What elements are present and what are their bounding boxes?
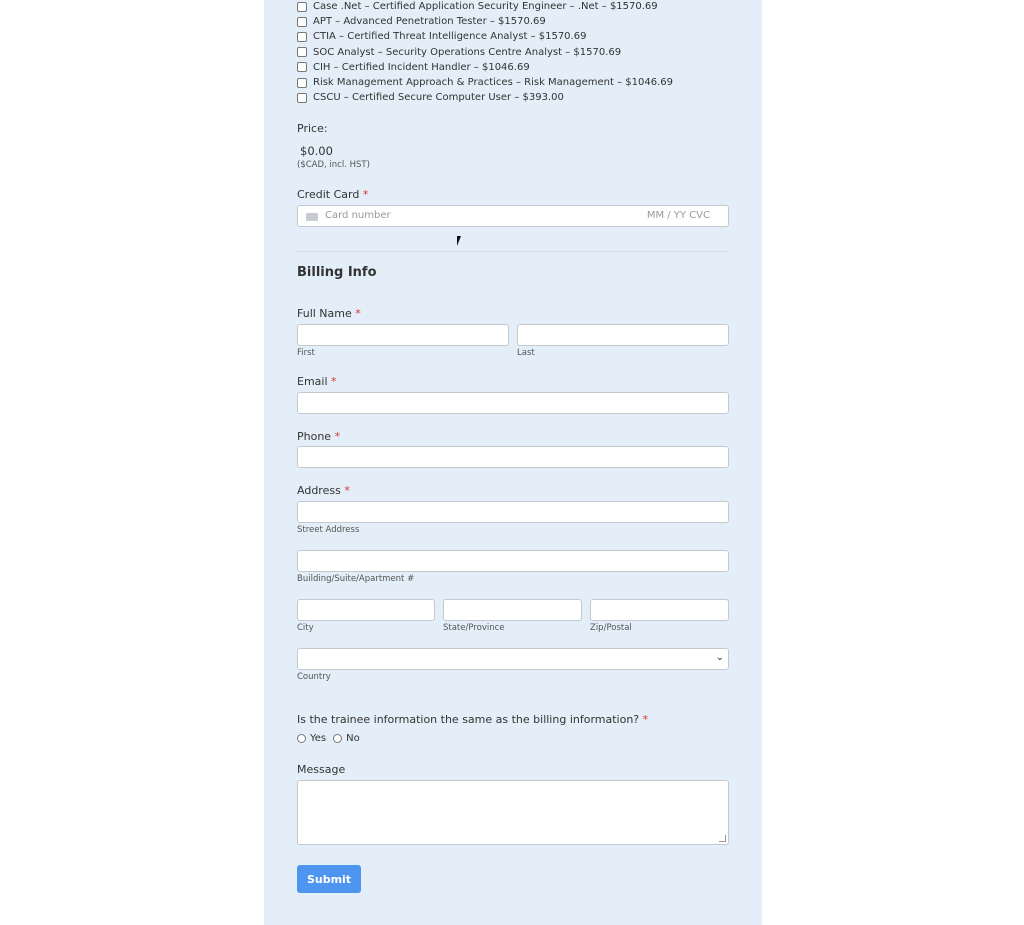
card-expiry-cvc-placeholder: MM / YY CVC: [646, 210, 710, 221]
building-input[interactable]: [297, 550, 729, 572]
street-address-input[interactable]: [297, 501, 729, 523]
first-name-input[interactable]: [297, 324, 509, 346]
address-label: [297, 484, 350, 497]
divider: [297, 251, 729, 252]
trainee-question-text: Is the trainee information the same as the billing information?: [297, 713, 640, 726]
country-sublabel: Country: [297, 672, 331, 682]
country-select[interactable]: [297, 648, 729, 670]
checkbox[interactable]: [297, 32, 307, 42]
course-option[interactable]: [297, 14, 729, 29]
required-mark: *: [331, 375, 337, 388]
street-sublabel: Street Address: [297, 525, 360, 535]
radio-yes-label[interactable]: Yes: [310, 733, 327, 744]
required-mark: *: [334, 430, 341, 443]
course-option[interactable]: [297, 0, 729, 14]
checkbox[interactable]: [297, 17, 307, 27]
city-sublabel: City: [297, 623, 314, 633]
course-list: [297, 0, 729, 105]
email-label-text: Email: [297, 375, 328, 388]
checkbox[interactable]: [297, 93, 307, 103]
zip-sublabel: Zip/Postal: [590, 623, 632, 633]
credit-card-icon: [306, 213, 318, 221]
course-label: Risk Management Approach & Practices – Risk Management – $1046.69: [313, 77, 673, 89]
phone-input[interactable]: [297, 446, 729, 468]
price-label: Price:: [297, 122, 328, 135]
address-label-text: Address: [297, 484, 341, 497]
checkbox[interactable]: [297, 62, 307, 72]
message-label: Message: [297, 763, 346, 776]
course-label: CSCU – Certified Secure Computer User – $393.00: [313, 92, 564, 104]
required-mark: *: [642, 713, 649, 726]
message-textarea[interactable]: [297, 780, 729, 845]
course-option[interactable]: [297, 90, 729, 105]
credit-card-input[interactable]: [297, 205, 729, 227]
price-value: $0.00: [300, 144, 333, 158]
phone-label-text: Phone: [297, 430, 332, 443]
radio-no[interactable]: [333, 734, 342, 743]
resize-grip-icon[interactable]: [719, 835, 726, 842]
radio-yes[interactable]: [297, 734, 306, 743]
mouse-cursor-icon: [457, 236, 465, 246]
checkbox[interactable]: [297, 2, 307, 12]
first-sublabel: First: [297, 348, 315, 358]
trainee-radio-group: [297, 733, 360, 744]
building-sublabel: Building/Suite/Apartment #: [297, 574, 415, 584]
credit-card-label-text: Credit Card: [297, 188, 360, 201]
course-option[interactable]: [297, 29, 729, 44]
radio-no-label[interactable]: No: [346, 733, 360, 744]
form-panel: [264, 0, 762, 925]
course-label: CIH – Certified Incident Handler – $1046.69: [313, 61, 530, 73]
zip-input[interactable]: [590, 599, 729, 621]
required-mark: *: [355, 307, 361, 320]
checkbox[interactable]: [297, 47, 307, 57]
email-input[interactable]: [297, 392, 729, 414]
credit-card-label: [297, 188, 368, 201]
course-label: APT – Advanced Penetration Tester – $1570.69: [313, 16, 546, 28]
state-sublabel: State/Province: [443, 623, 505, 633]
required-mark: *: [344, 484, 350, 497]
card-number-placeholder: Card number: [325, 210, 391, 221]
course-option[interactable]: [297, 60, 729, 75]
chevron-down-icon: ⌄: [715, 652, 724, 663]
billing-title: Billing Info: [297, 265, 377, 280]
last-name-input[interactable]: [517, 324, 729, 346]
price-note: ($CAD, incl. HST): [297, 160, 370, 170]
course-label: CTIA – Certified Threat Intelligence Analyst – $1570.69: [313, 31, 587, 43]
required-mark: *: [362, 188, 369, 201]
submit-button[interactable]: Submit: [297, 865, 361, 893]
city-input[interactable]: [297, 599, 435, 621]
course-option[interactable]: [297, 45, 729, 60]
phone-label: [297, 430, 340, 443]
full-name-label: [297, 307, 361, 320]
course-label: Case .Net – Certified Application Security Engineer – .Net – $1570.69: [313, 1, 658, 13]
email-label: [297, 375, 337, 388]
last-sublabel: Last: [517, 348, 535, 358]
course-label: SOC Analyst – Security Operations Centre Analyst – $1570.69: [313, 46, 622, 58]
course-option[interactable]: [297, 75, 729, 90]
trainee-question: [297, 713, 648, 726]
checkbox[interactable]: [297, 78, 307, 88]
full-name-label-text: Full Name: [297, 307, 352, 320]
state-input[interactable]: [443, 599, 582, 621]
